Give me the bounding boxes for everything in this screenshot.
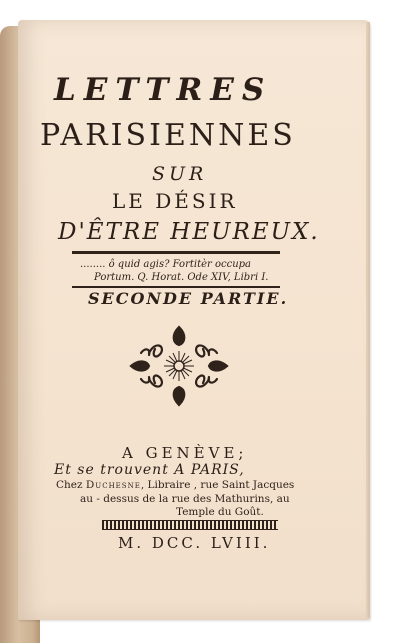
title-etre-heureux: D'ÊTRE HEUREUX. — [58, 219, 320, 245]
imprint-date: M. DCC. LVIII. — [118, 534, 271, 552]
imprint-publisher — [56, 479, 326, 491]
lower-rule — [72, 286, 280, 288]
imprint-address-line-2: au - dessus de la rue des Mathurins, au — [80, 493, 290, 505]
upper-rule — [72, 251, 280, 254]
part-heading: SECONDE PARTIE. — [88, 289, 289, 308]
epigraph-line-2: Portum. Q. Horat. Ode XIV, Libri I. — [94, 272, 269, 283]
title-le-desir: LE DÉSIR — [112, 189, 238, 213]
title-page — [18, 20, 370, 620]
publisher-prefix: Chez — [56, 479, 86, 491]
imprint-sold-at: Et se trouvent A PARIS, — [54, 462, 245, 478]
publisher-suffix: , Libraire , rue Saint Jacques — [140, 479, 295, 491]
publisher-name: Duchesne — [85, 479, 141, 491]
title-sur: SUR — [152, 163, 208, 185]
ornament-icon — [127, 323, 231, 409]
imprint-place: A GENÈVE; — [122, 444, 248, 462]
page-edge — [366, 22, 370, 618]
title-line-1: LETTRES — [54, 72, 273, 108]
epigraph-line-1: ........ ô quid agis? Fortitèr occupa — [80, 259, 251, 270]
ornamental-band — [102, 520, 278, 530]
title-line-2: PARISIENNES — [40, 118, 296, 153]
imprint-address-line-3: Temple du Goût. — [176, 506, 264, 518]
